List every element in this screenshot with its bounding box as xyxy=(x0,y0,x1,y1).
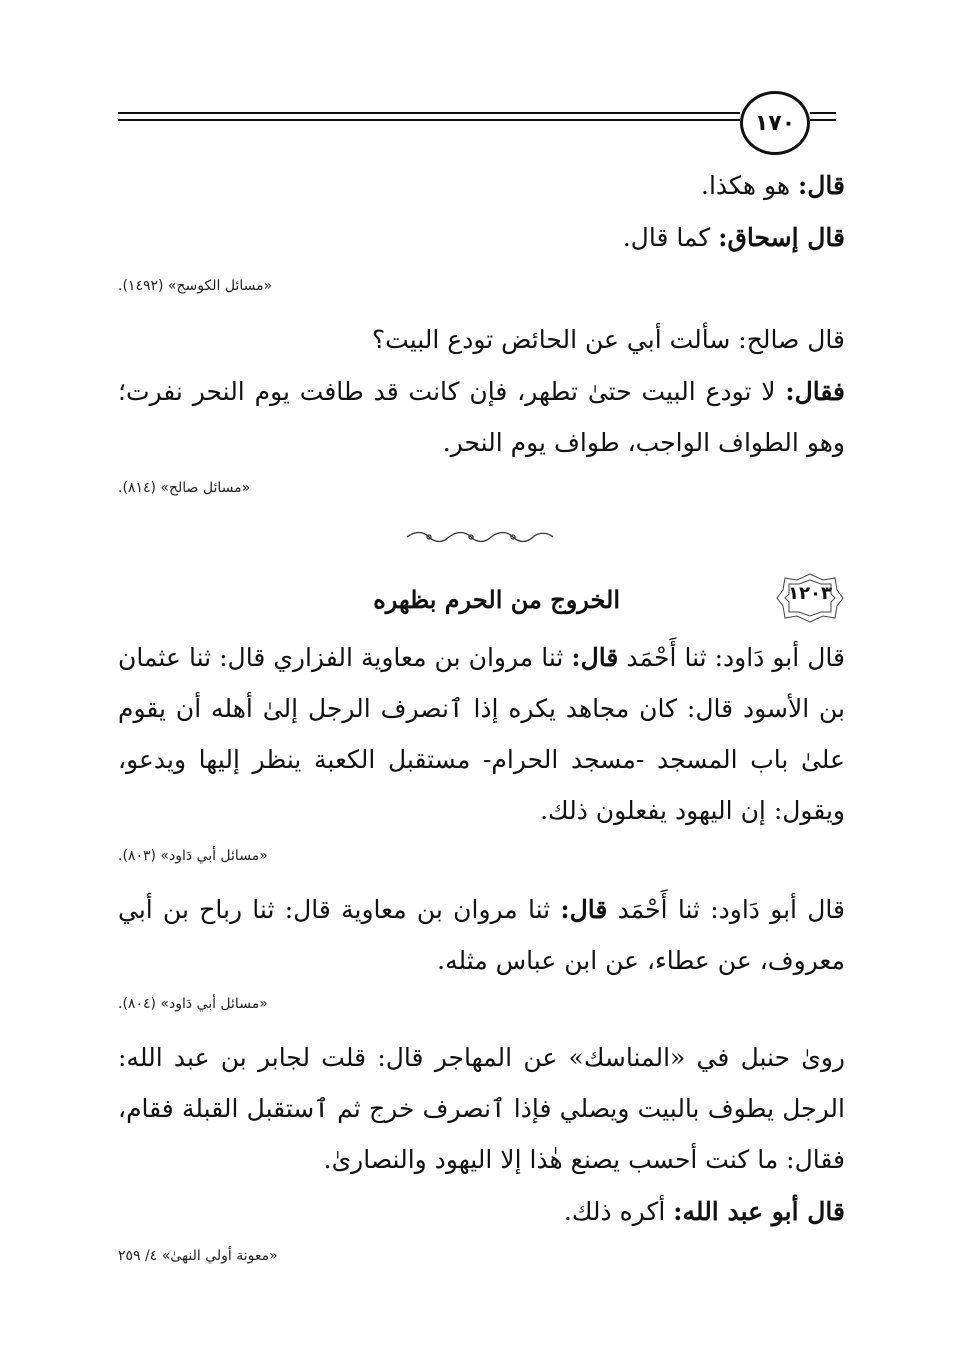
speaker-label: قال: xyxy=(798,171,845,200)
source-citation: «مسائل الكوسج» (١٤٩٢). xyxy=(118,278,273,294)
speaker-label: قال أبو عبد الله: xyxy=(673,1197,845,1226)
header-rule-right-bottom xyxy=(810,119,836,121)
paragraph xyxy=(118,366,845,468)
paragraph xyxy=(118,884,845,986)
source-citation: «مسائل أبي دَاود» (٨٠٤). xyxy=(118,996,268,1012)
paragraph xyxy=(118,632,845,836)
line-text: هو هكذا. xyxy=(701,171,799,200)
speaker-label: فقال: xyxy=(785,377,845,406)
source-citation: «مسائل أبي دَاود» (٨٠٣). xyxy=(118,848,268,864)
section-number: ١٢٠٣ xyxy=(788,583,832,604)
paragraph-text: لا تودع البيت حتىٰ تطهر، فإن كانت قد طافت يوم النحر نفرت؛ وهو الطواف الواجب، طواف يوم النحر. xyxy=(118,377,845,457)
text-line: قال صالح: سألت أبي عن الحائض تودع البيت؟ xyxy=(371,325,845,354)
text-line xyxy=(118,1186,845,1237)
ornament-divider-icon xyxy=(405,530,555,544)
page-number: ١٧٠ xyxy=(740,91,810,155)
header-rule-right-top xyxy=(810,112,836,114)
paragraph-text: قال أبو دَاود: ثنا أَحْمَد xyxy=(607,895,846,924)
paragraph-text: ثنا مروان بن معاوية قال: ثنا رباح بن أبي معروف، عن عطاء، عن ابن عباس مثله. xyxy=(118,895,845,975)
speaker-label: قال: xyxy=(571,643,619,672)
header-rule-bottom xyxy=(118,119,740,121)
header-rule-top xyxy=(118,112,740,114)
paragraph: روىٰ حنبل في «المناسك» عن المهاجر قال: قلت لجابر بن عبد الله: الرجل يطوف بالبيت ويصلي فإذا ٱنصرف خرج ثم ٱستقبل القبلة فقام، فقال: ما كنت أحسب يصنع هٰذا إلا اليهود والنصارىٰ. xyxy=(118,1043,845,1174)
text-line xyxy=(118,212,845,263)
section-title: الخروج من الحرم بظهره xyxy=(373,585,620,614)
line-text: أكره ذلك. xyxy=(563,1197,674,1226)
paragraph-text: قال أبو دَاود: ثنا أَحْمَد xyxy=(618,643,845,672)
speaker-label: قال: xyxy=(560,895,608,924)
line-text: كما قال. xyxy=(622,223,719,252)
speaker-label: قال إسحاق: xyxy=(718,223,845,252)
text-line xyxy=(118,160,845,211)
source-citation: «مسائل صالح» (٨١٤). xyxy=(118,480,251,496)
source-citation: «معونة أولي النهىٰ» ٤/ ٢٥٩ xyxy=(118,1248,278,1264)
paragraph-text: ثنا مروان بن معاوية الفزاري قال: ثنا عثمان بن الأسود قال: كان مجاهد يكره إذا ٱنصرف الرجل إلىٰ أهله أن يقوم علىٰ باب المسجد -مسجد الحرام- مستقبل الكعبة ينظر إليها ويدعو، ويقول: إن اليهود يفعلون ذلك. xyxy=(118,643,845,825)
